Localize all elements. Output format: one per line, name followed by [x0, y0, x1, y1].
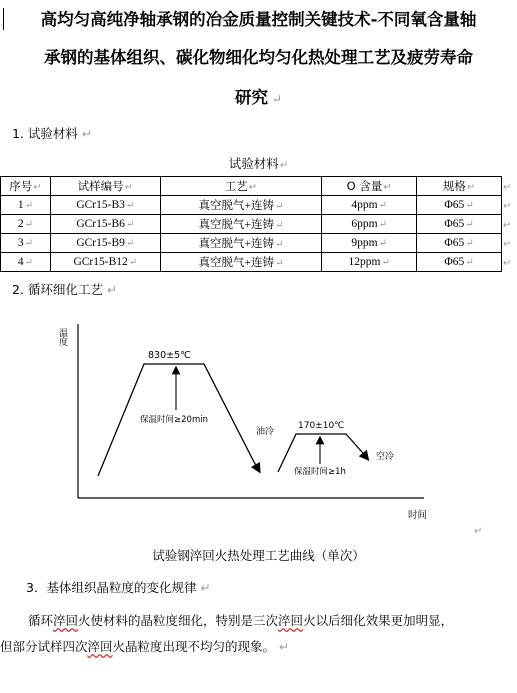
cell-mark-icon: ↵	[466, 182, 476, 193]
table-cell: 真空脱气+连铸↵	[160, 215, 322, 234]
header-cell: 工艺↵	[160, 177, 322, 196]
heat-treatment-diagram	[40, 306, 490, 540]
cell-mark-icon: ↵	[465, 257, 474, 268]
table-cell: 1↵	[1, 196, 51, 215]
table-cell: 真空脱气+连铸↵	[160, 253, 322, 272]
cell-mark-icon: ↵	[275, 258, 284, 269]
cell-mark-icon: ↵	[128, 257, 138, 268]
section-heading-cycle: 2. 循环细化工艺 ↵	[12, 282, 117, 297]
table-cell: Φ65↵	[417, 253, 502, 272]
header-cell: 序号↵	[1, 177, 51, 196]
table-cell: 2↵	[1, 215, 51, 234]
table-cell: Φ65↵	[417, 234, 502, 253]
table-cell: 真空脱气+连铸↵	[160, 234, 322, 253]
document-title-line-1: 高均匀高纯净轴承钢的冶金质量控制关键技术-不同氧含量轴	[40, 10, 477, 29]
cell-mark-icon: ↵	[24, 238, 34, 249]
section-heading-grain: 3．基体组织晶粒度的变化规律 ↵	[26, 580, 211, 595]
row-end-mark-icon: ↵	[503, 201, 512, 212]
paragraph-mark-icon: ↵	[279, 640, 290, 654]
materials-table	[0, 176, 502, 272]
cell-mark-icon: ↵	[275, 201, 284, 212]
cell-mark-icon: ↵	[378, 200, 387, 211]
spellcheck-word[interactable]: 淬回	[53, 613, 79, 628]
spellcheck-word[interactable]: 淬回	[278, 613, 304, 628]
body-paragraph	[0, 608, 510, 660]
table-cell: GCr15-B6↵	[50, 215, 160, 234]
row-end-mark-icon: ↵	[503, 182, 512, 193]
oil-cool-label: 油冷	[256, 427, 275, 437]
table-row	[1, 196, 502, 215]
table-cell: GCr15-B3↵	[50, 196, 160, 215]
table-cell: GCr15-B12↵	[50, 253, 160, 272]
table-cell: 6ppm↵	[322, 215, 417, 234]
y-axis-label: 温度	[57, 328, 67, 346]
cell-mark-icon: ↵	[383, 182, 392, 193]
document-title-line-3: 研究 ↵	[234, 88, 283, 107]
table-row	[1, 234, 502, 253]
cell-mark-icon: ↵	[24, 257, 34, 268]
step2-temp-label: 170±10℃	[298, 421, 345, 431]
table-cell: 9ppm↵	[322, 234, 417, 253]
paragraph-mark-icon: ↵	[81, 127, 92, 141]
header-cell: O 含量↵	[322, 177, 417, 196]
paragraph-mark-icon: ↵	[474, 526, 483, 537]
air-cool-arrow	[362, 452, 366, 457]
table-cell: 12ppm↵	[322, 253, 417, 272]
paragraph-mark-icon: ↵	[279, 160, 289, 171]
body-line-2: 但部分试样四次淬回火晶粒度出现不均匀的现象。 ↵	[0, 639, 290, 654]
step2-hold-label: 保温时间≥1h	[294, 467, 346, 477]
cell-mark-icon: ↵	[248, 182, 258, 193]
header-cell: 试样编号↵	[50, 177, 160, 196]
table-caption: 试验材料↵	[228, 156, 289, 171]
paragraph-mark-icon: ↵	[200, 581, 211, 595]
header-cell: 规格↵	[417, 177, 502, 196]
cell-mark-icon: ↵	[465, 238, 474, 249]
cell-mark-icon: ↵	[378, 219, 387, 230]
body-line-1: 循环淬回火使材料的晶粒度细化，特别是三次淬回火以后细化效果更加明显，	[28, 613, 454, 628]
cell-mark-icon: ↵	[33, 182, 42, 193]
table-row	[1, 253, 502, 272]
cell-mark-icon: ↵	[125, 200, 135, 211]
cell-mark-icon: ↵	[378, 238, 387, 249]
figure-caption: 试验钢淬回火热处理工艺曲线（单次）	[152, 548, 365, 563]
cell-mark-icon: ↵	[465, 219, 474, 230]
air-cool-label: 空冷	[376, 452, 395, 462]
table-cell: GCr15-B9↵	[50, 234, 160, 253]
cell-mark-icon: ↵	[125, 219, 135, 230]
table-row	[1, 215, 502, 234]
table-cell: 4ppm↵	[322, 196, 417, 215]
row-end-mark-icon: ↵	[503, 220, 512, 231]
cell-mark-icon: ↵	[24, 200, 34, 211]
cell-mark-icon: ↵	[124, 182, 133, 193]
row-end-mark-icon: ↵	[503, 239, 512, 250]
row-end-mark-icon: ↵	[503, 258, 512, 269]
table-cell: Φ65↵	[417, 196, 502, 215]
document-title-line-2: 承钢的基体组织、碳化物细化均匀化热处理工艺及疲劳寿命	[44, 48, 473, 67]
paragraph-mark-icon: ↵	[271, 92, 283, 106]
oil-cool-arrow	[254, 462, 258, 469]
cell-mark-icon: ↵	[24, 219, 34, 230]
table-cell: 4↵	[1, 253, 51, 272]
table-cell: 真空脱气+连铸↵	[160, 196, 322, 215]
cell-mark-icon: ↵	[275, 239, 284, 250]
section-heading-materials: 1. 试验材料 ↵	[12, 126, 92, 141]
table-header-row	[1, 177, 502, 196]
cell-mark-icon: ↵	[465, 200, 474, 211]
cell-mark-icon: ↵	[125, 238, 135, 249]
step1-hold-label: 保温时间≥20min	[140, 415, 208, 425]
x-axis-label: 时间	[408, 510, 428, 521]
cell-mark-icon: ↵	[275, 220, 284, 231]
table-cell: 3↵	[1, 234, 51, 253]
paragraph-mark-icon: ↵	[106, 283, 117, 297]
table-cell: Φ65↵	[417, 215, 502, 234]
cell-mark-icon: ↵	[381, 257, 390, 268]
step1-temp-label: 830±5℃	[148, 350, 191, 361]
spellcheck-word[interactable]: 淬回	[87, 639, 113, 654]
